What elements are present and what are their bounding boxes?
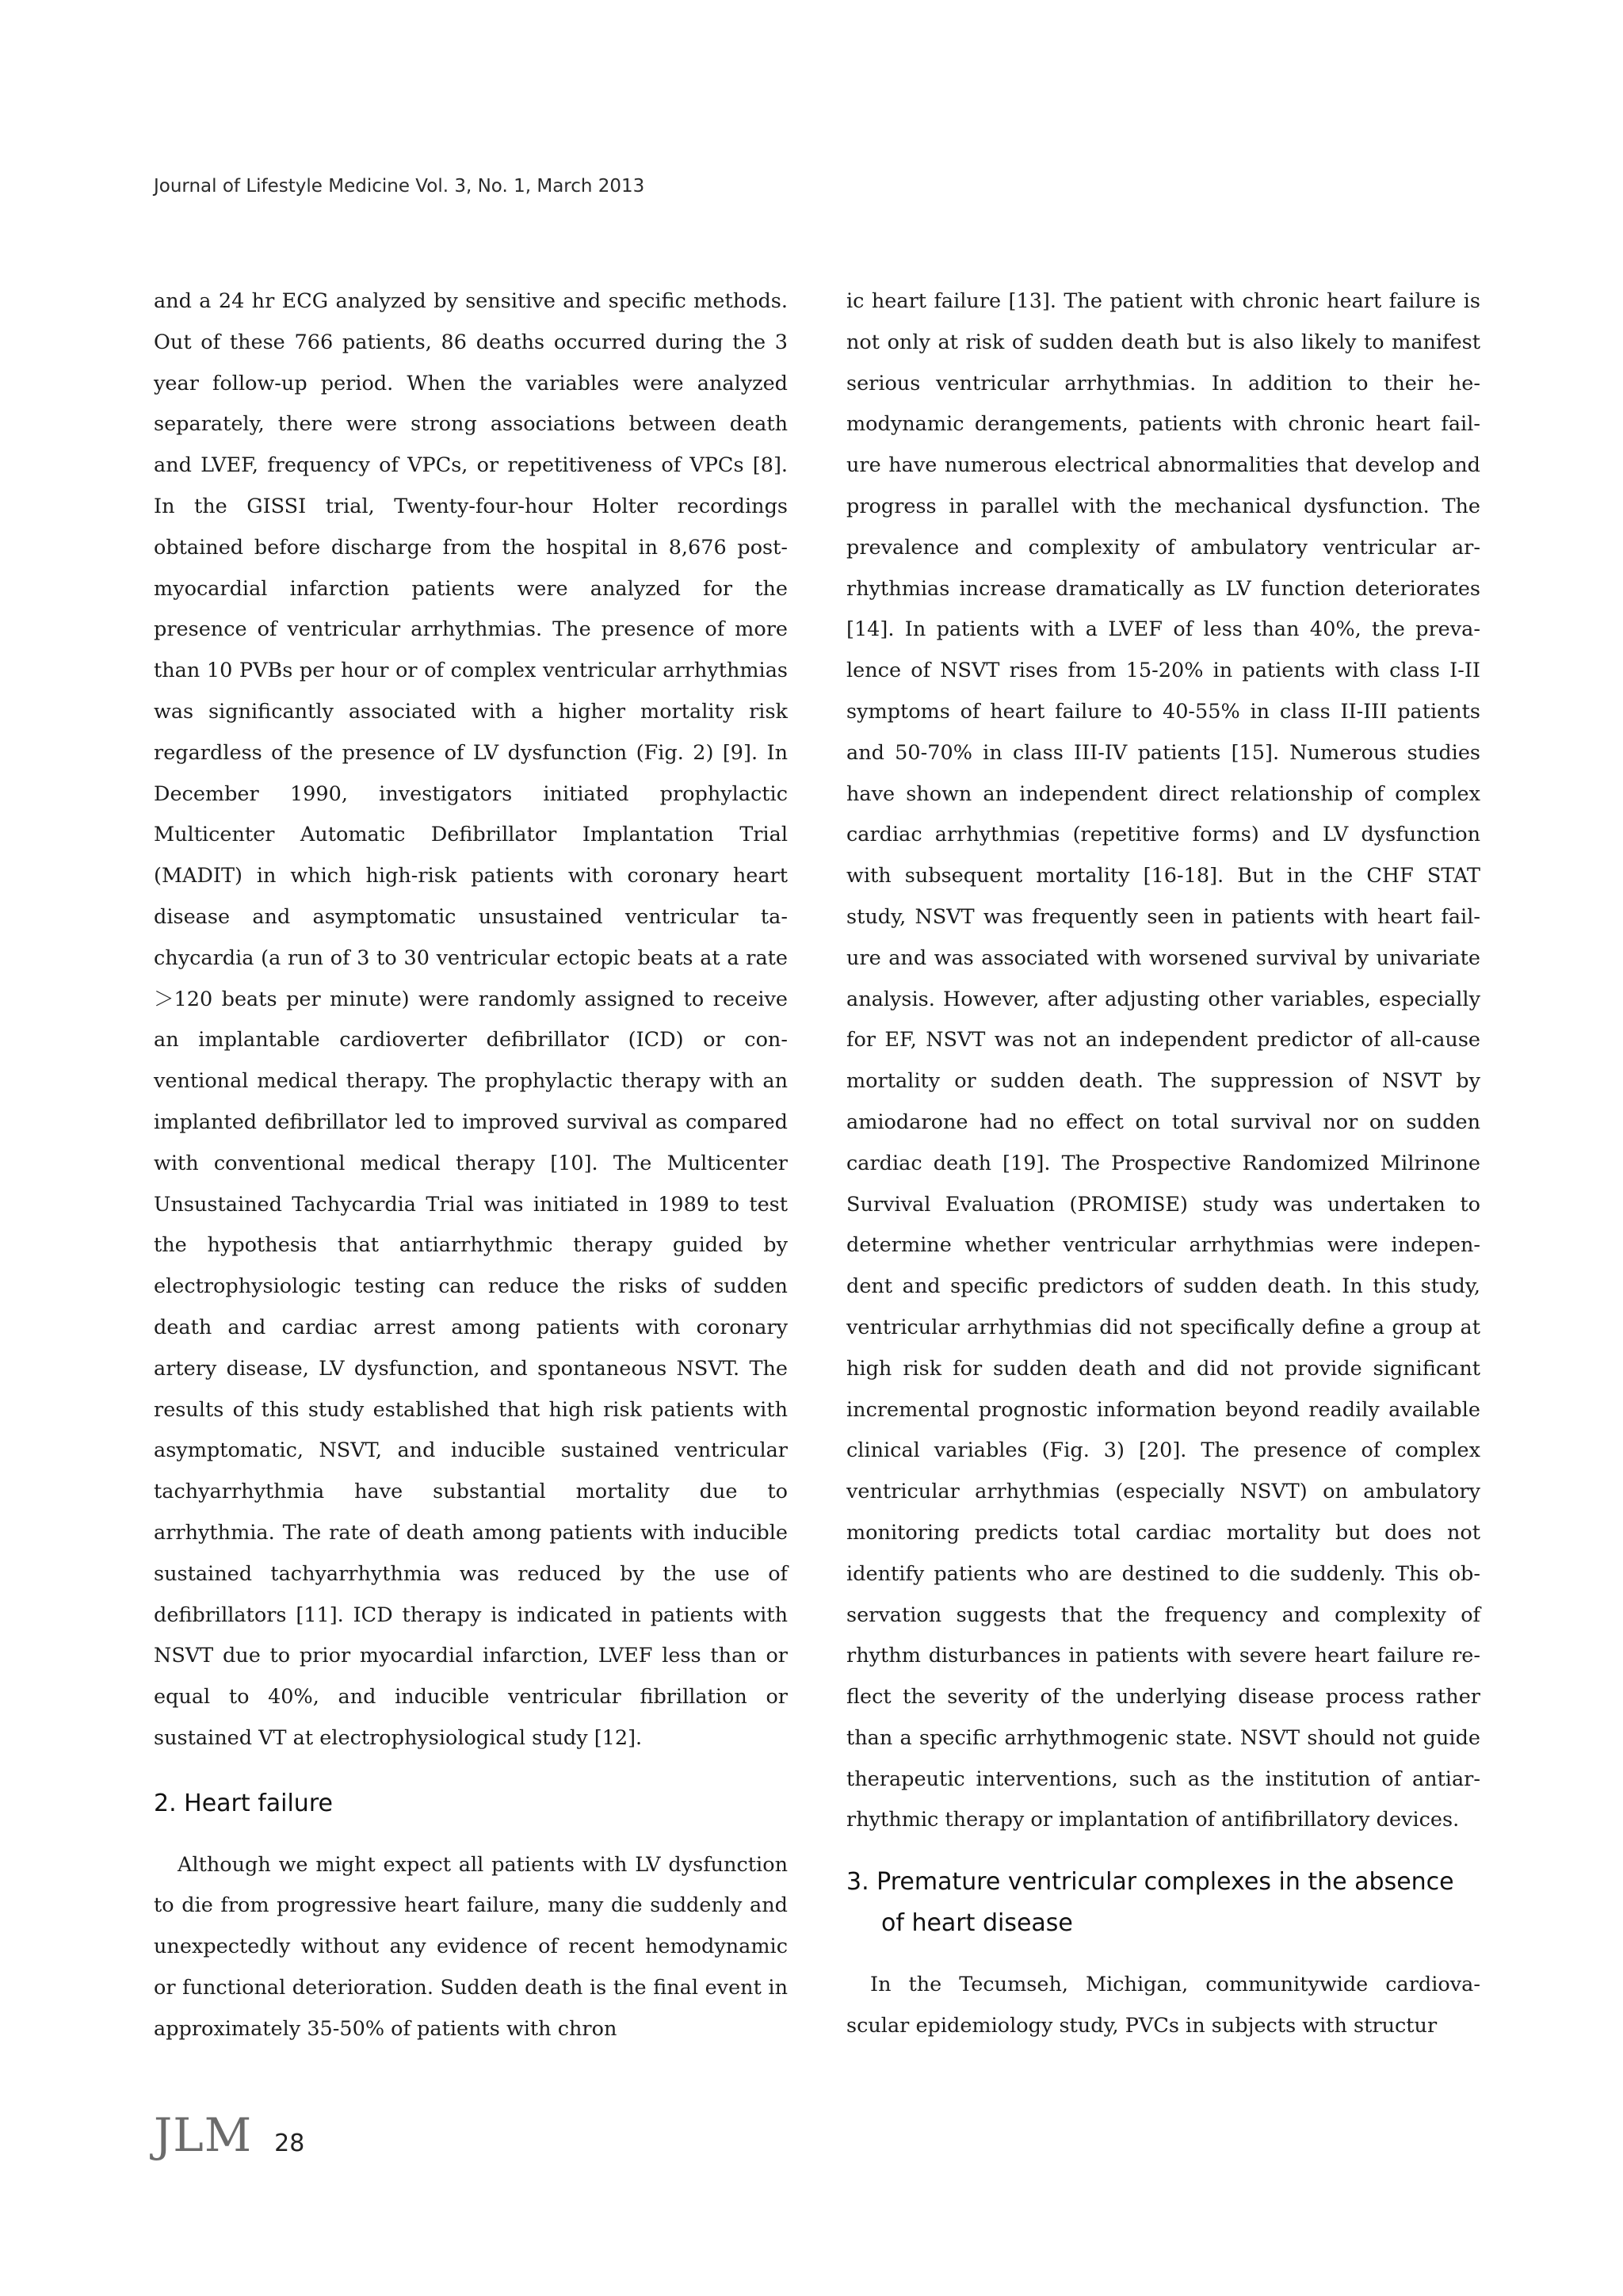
body-paragraph: and a 24 hr ECG analyzed by sensitive and specific methods. Out of these 766 patients, 86 deaths occurred during the 3 year follow-up period. When the variables were analyzed separately, there were strong associations between death and LVEF, frequency of VPCs, or repetitiveness of VPCs [8]. In the GISSI trial, Twenty-four-hour Holter recordings obtained before discharge from the hospital in 8,676 post-myocardial infarction patients were analyzed for the presence of ventricular arrhythmias. The presence of more than 10 PVBs per hour or of complex ventricular arrhythmias was significantly associated with a higher mortality risk regardless of the presence of LV dysfunction (Fig. 2) [9]. In December 1990, investigators initiated prophylactic Multicenter Automatic Defibrillator Implantation Trial (MADIT) in which high-risk patients with coronary heart disease and asymptomatic unsustained ventricular tachycardia (a run of 3 to 30 ventricular ectopic beats at a rate＞120 beats per minute) were randomly assigned to receive an implantable cardioverter defibrillator (ICD) or conventional medical therapy. The prophylactic therapy with an implanted defibrillator led to improved survival as compared with conventional medical therapy [10]. The Multicenter Unsustained Tachycardia Trial was initiated in 1989 to test the hypothesis that antiarrhythmic therapy guided by electrophysiologic testing can reduce the risks of sudden death and cardiac arrest among patients with coronary artery disease, LV dysfunction, and spontaneous NSVT. The results of this study established that high risk patients with asymptomatic, NSVT, and inducible sustained ventricular tachyarrhythmia have substantial mortality due to arrhythmia. The rate of death among patients with inducible sustained tachyarrhythmia was reduced by the use of defibrillators [11]. ICD therapy is indicated in patients with NSVT due to prior myocardial infarction, LVEF less than or equal to 40%, and inducible ventricular fibrillation or sustained VT at electrophysiological study [12]. xyxy=(154,289,788,1750)
running-header: Journal of Lifestyle Medicine Vol. 3, No. 1, March 2013 xyxy=(154,176,645,197)
journal-logo: JLM xyxy=(154,2108,253,2162)
body-paragraph: In the Tecumseh, Michigan, communitywide cardiovascular epidemiology study, PVCs in subjects with structur xyxy=(846,1973,1480,2038)
right-column xyxy=(846,281,1480,2047)
body-paragraph: ic heart failure [13]. The patient with chronic heart failure is not only at risk of sudden death but is also likely to manifest serious ventricular arrhythmias. In addition to their hemodynamic derangements, patients with chronic heart failure have numerous electrical abnormalities that develop and progress in parallel with the mechanical dysfunction. The prevalence and complexity of ambulatory ventricular arrhythmias increase dramatically as LV function deteriorates [14]. In patients with a LVEF of less than 40%, the prevalence of NSVT rises from 15-20% in patients with class I-II symptoms of heart failure to 40-55% in class II-III patients and 50-70% in class III-IV patients [15]. Numerous studies have shown an independent direct relationship of complex cardiac arrhythmias (repetitive forms) and LV dysfunction with subsequent mortality [16-18]. But in the CHF STAT study, NSVT was frequently seen in patients with heart failure and was associated with worsened survival by univariate analysis. However, after adjusting other variables, especially for EF, NSVT was not an independent predictor of all-cause mortality or sudden death. The suppression of NSVT by amiodarone had no effect on total survival nor on sudden cardiac death [19]. The Prospective Randomized Milrinone Survival Evaluation (PROMISE) study was undertaken to determine whether ventricular arrhythmias were independent and specific predictors of sudden death. In this study, ventricular arrhythmias did not specifically define a group at high risk for sudden death and did not provide significant incremental prognostic information beyond readily available clinical variables (Fig. 3) [20]. The presence of complex ventricular arrhythmias (especially NSVT) on ambulatory monitoring predicts total cardiac mortality but does not identify patients who are destined to die suddenly. This observation suggests that the frequency and complexity of rhythm disturbances in patients with severe heart failure reflect the severity of the underlying disease process rather than a specific arrhythmogenic state. NSVT should not guide therapeutic interventions, such as the institution of antiarrhythmic therapy or implantation of antifibrillatory devices. xyxy=(846,289,1480,1832)
page-number: 28 xyxy=(274,2130,305,2157)
section-heading-heart-failure: 2. Heart failure xyxy=(154,1789,333,1817)
body-paragraph: Although we might expect all patients with LV dysfunction to die from progressive heart failure, many die suddenly and unexpectedly without any evidence of recent hemodynamic or functional deterioration. Sudden death is the final event in approximately 35-50% of patients with chron xyxy=(154,1852,788,2041)
left-column xyxy=(154,281,788,2050)
page-footer xyxy=(154,2108,304,2162)
section-heading-premature-ventricular-complexes: 3. Premature ventricular complexes in the absence of heart disease xyxy=(846,1868,1454,1938)
